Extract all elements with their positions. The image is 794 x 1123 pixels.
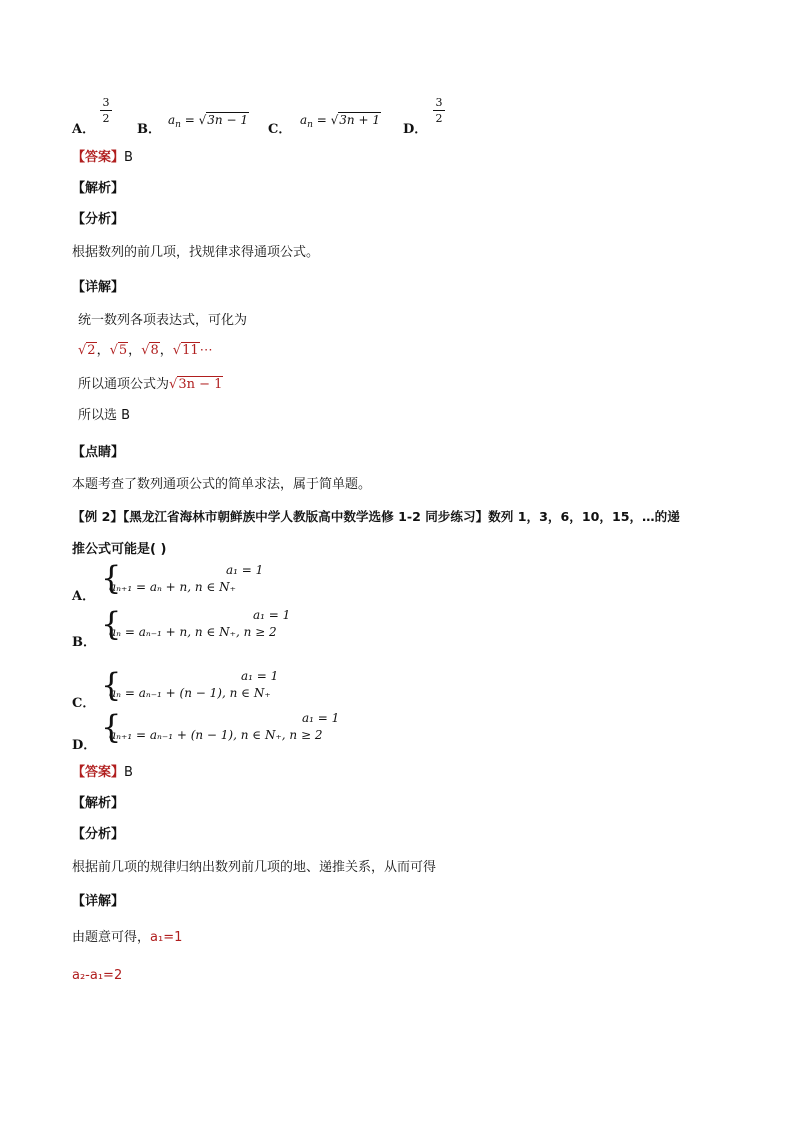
q1-answer-value: B <box>124 150 133 165</box>
q1-sep-3: ， <box>159 343 173 358</box>
q1-option-d-numerator: 3 <box>435 96 443 109</box>
q1-fenxi-tag: 【分析】 <box>72 212 125 227</box>
q2-title-line1: 【例 2】【黑龙江省海林市朝鲜族中学人教版高中数学选修 1-2 同步练习】数列 1，3，6，10，15，…的递 <box>72 509 680 524</box>
q2-option-c-label: C． <box>72 696 96 711</box>
q1-option-d-denominator: 2 <box>435 112 443 125</box>
q2-detail-line1 <box>72 926 182 945</box>
q1-option-b-formula: $a_n = √3n - 1$ <box>168 113 248 130</box>
q1-option-c-label: C． <box>268 122 292 137</box>
q1-option-b-radicand: 3n − 1 <box>207 113 248 127</box>
q1-option-b-sub: n <box>175 120 181 130</box>
q1-detail-tag: 【详解】 <box>72 280 125 295</box>
q1-sep-1: ， <box>96 343 110 358</box>
q1-rad-11: 11 <box>182 343 199 358</box>
q2-detail-line1-text: 由题意可得， <box>72 930 151 945</box>
q2-analysis-tag: 【解析】 <box>72 796 125 811</box>
q1-sep-2: ， <box>128 343 142 358</box>
q1-option-c-lhs: a <box>300 113 308 127</box>
q2-option-c-bottom: aₙ = aₙ₋₁ + (n − 1), n ∈ N₊ <box>109 686 271 700</box>
q2-fenxi-tag: 【分析】 <box>72 827 125 842</box>
q2-detail-tag: 【详解】 <box>72 894 125 909</box>
q2-detail-line1-expr: a₁=1 <box>150 930 183 945</box>
q1-option-b-lhs: a <box>168 113 176 127</box>
q2-option-b-brace: { <box>101 605 122 643</box>
q1-detail-line3: 所以通项公式为√3n − 1 <box>78 377 223 392</box>
q2-answer-tag: 【答案】 <box>72 765 125 780</box>
q1-dianjing-text: 本题考查了数列通项公式的简单求法，属于简单题。 <box>72 477 372 492</box>
q1-ellipsis: ⋯ <box>199 343 213 358</box>
q2-option-a-top: a₁ = 1 <box>226 563 264 577</box>
q2-detail-line2-expr: a₂-a₁=2 <box>72 968 123 983</box>
q1-detail-line3-text: 所以通项公式为 <box>78 377 170 392</box>
q1-option-c-eq: = <box>312 113 331 127</box>
q2-option-c-brace: { <box>101 666 122 704</box>
q2-option-b-bottom: aₙ = aₙ₋₁ + n, n ∈ N₊, n ≥ 2 <box>109 625 277 639</box>
q1-answer <box>72 146 133 165</box>
q2-option-d-brace: { <box>101 708 122 746</box>
q1-option-a-fraction <box>100 96 112 125</box>
q2-answer-value: B <box>124 765 133 780</box>
q1-detail-line4: 所以选 B <box>78 408 131 423</box>
q2-option-a-label: A． <box>72 589 96 604</box>
q2-title-line2: 推公式可能是( ) <box>72 542 167 557</box>
q1-detail-radicals: √2，√5，√8，√11⋯ <box>78 343 213 358</box>
q2-option-d-top: a₁ = 1 <box>302 711 340 725</box>
q1-analysis-tag: 【解析】 <box>72 181 125 196</box>
q2-answer <box>72 761 133 780</box>
q2-option-a-bottom: aₙ₊₁ = aₙ + n, n ∈ N₊ <box>109 580 236 594</box>
q1-option-a-denominator: 2 <box>102 112 110 125</box>
q1-rad-5: 5 <box>118 343 128 358</box>
q2-fenxi-text: 根据前几项的规律归纳出数列前几项的地、递推关系，从而可得 <box>72 860 437 875</box>
q1-option-c-sub: n <box>307 120 313 130</box>
q2-option-c-top: a₁ = 1 <box>241 669 279 683</box>
q1-option-d-fraction <box>433 96 445 125</box>
q2-option-a-brace: { <box>101 559 122 597</box>
q2-option-d-label: D． <box>72 738 97 753</box>
q1-option-a-label: A． <box>72 122 96 137</box>
q1-option-d-label: D． <box>403 122 428 137</box>
q1-answer-tag: 【答案】 <box>72 150 125 165</box>
q1-option-b-eq: = <box>180 113 199 127</box>
q1-option-a-numerator: 3 <box>102 96 110 109</box>
q1-rad-2: 2 <box>87 343 96 358</box>
q2-option-d-bottom: aₙ₊₁ = aₙ₋₁ + (n − 1), n ∈ N₊, n ≥ 2 <box>109 728 323 742</box>
q1-rad-8: 8 <box>150 343 159 358</box>
q1-dianjing-tag: 【点睛】 <box>72 445 125 460</box>
q2-option-b-top: a₁ = 1 <box>253 608 291 622</box>
q2-option-b-label: B． <box>72 635 96 650</box>
q1-detail-line3-radicand: 3n − 1 <box>178 377 223 392</box>
q1-option-c-formula: $a_n = √3n + 1$ <box>300 113 380 130</box>
q1-option-b-label: B． <box>137 122 161 137</box>
q1-fenxi-text: 根据数列的前几项，找规律求得通项公式。 <box>72 245 320 260</box>
q1-option-c-radicand: 3n + 1 <box>339 113 380 127</box>
q1-detail-line1: 统一数列各项表达式，可化为 <box>78 313 248 328</box>
